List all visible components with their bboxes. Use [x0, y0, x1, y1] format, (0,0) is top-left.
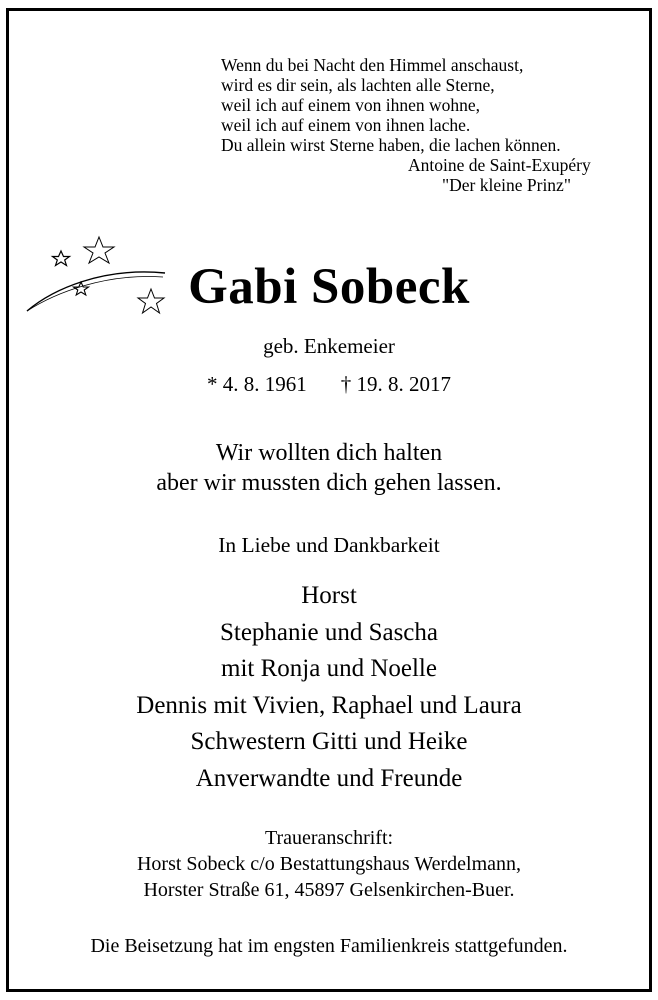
poem-line: weil ich auf einem von ihnen wohne,: [221, 95, 481, 115]
dedication: In Liebe und Dankbarkeit: [218, 533, 440, 557]
birth-date: * 4. 8. 1961: [207, 372, 307, 396]
death-date: † 19. 8. 2017: [340, 372, 451, 396]
farewell-quote: [9, 438, 649, 498]
mourner-line: mit Ronja und Noelle: [221, 655, 437, 682]
poem-work-title: "Der kleine Prinz": [442, 175, 571, 195]
burial-note: Die Beisetzung hat im engsten Familienkreis stattgefunden.: [90, 935, 568, 957]
mourner-line: Horst: [301, 582, 357, 609]
quote-line: aber wir mussten dich gehen lassen.: [156, 470, 502, 496]
maiden-name: geb. Enkemeier: [263, 334, 395, 358]
poem-line: Du allein wirst Sterne haben, die lachen können.: [221, 135, 561, 155]
poem-author: Antoine de Saint-Exupéry: [408, 155, 591, 175]
life-dates: [9, 372, 649, 397]
mourner-line: Anverwandte und Freunde: [195, 764, 463, 792]
mourners-list: [9, 578, 649, 797]
obituary-card: [6, 8, 652, 992]
poem-line: Wenn du bei Nacht den Himmel anschaust,: [221, 55, 524, 75]
mourner-line: Dennis mit Vivien, Raphael und Laura: [136, 691, 522, 719]
mourning-address: [9, 825, 649, 903]
address-line: Horst Sobeck c/o Bestattungshaus Werdelmann,: [136, 853, 522, 875]
mourner-line: Stephanie und Sascha: [219, 618, 438, 646]
mourner-line: Schwestern Gitti und Heike: [190, 728, 468, 755]
address-heading: Traueranschrift:: [264, 827, 394, 849]
poem-line: wird es dir sein, als lachten alle Sterne,: [221, 75, 495, 95]
poem-line: weil ich auf einem von ihnen lache.: [221, 115, 471, 135]
address-line: Horster Straße 61, 45897 Gelsenkirchen-Buer.: [143, 879, 515, 901]
deceased-name: Gabi Sobeck: [188, 259, 470, 315]
quote-line: Wir wollten dich halten: [215, 440, 443, 466]
poem-block: [221, 55, 641, 195]
